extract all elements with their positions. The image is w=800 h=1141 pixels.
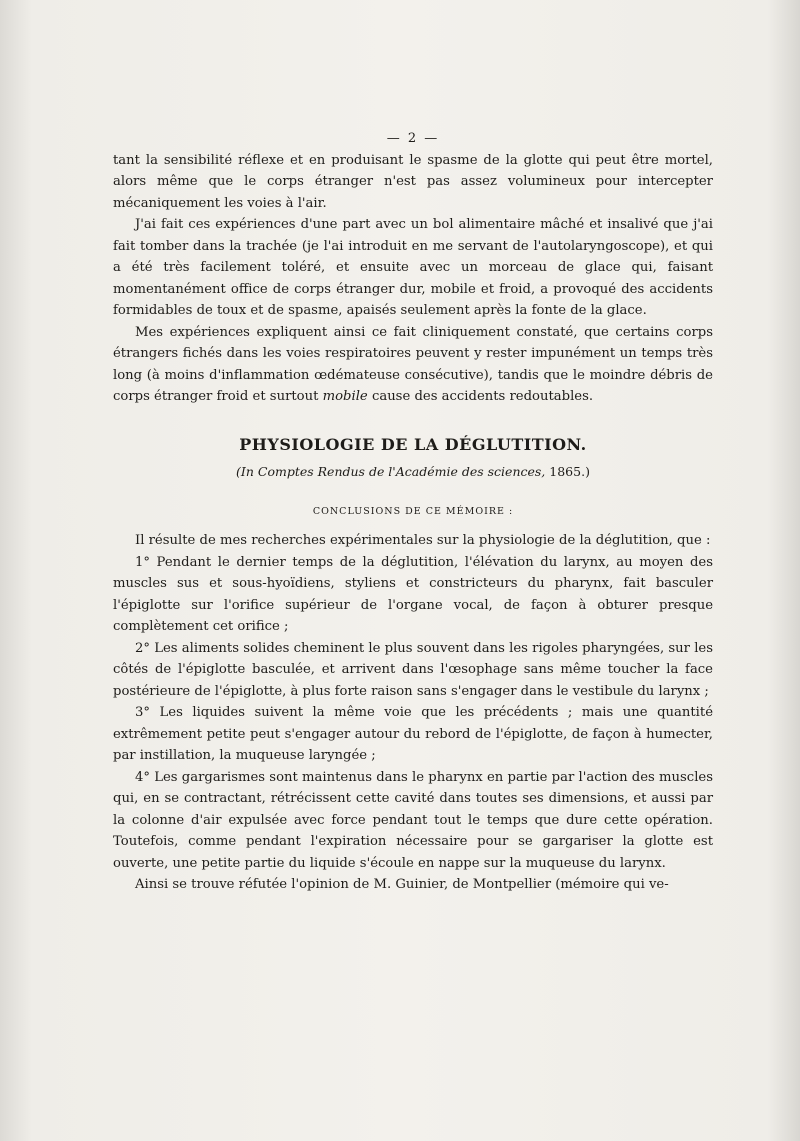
conclusions-heading: CONCLUSIONS DE CE MÉMOIRE : — [312, 505, 514, 517]
source-year: 1865.) — [549, 464, 590, 479]
source-journal: (In Comptes Rendus de l'Académie des sciences, — [236, 464, 546, 479]
final-paragraph: Ainsi se trouve réfutée l'opinion de M. Guinier, de Montpellier (mémoire qui ve- — [135, 877, 669, 892]
paragraph-3-end: cause des accidents redoutables. — [367, 389, 594, 404]
emphasis-mobile: mobile — [322, 389, 368, 404]
intro-sentence: Il résulte de mes recherches expérimentales sur la physiologie de la déglutition, que : — [135, 533, 711, 548]
conclusion-4: 4° Les gargarismes sont maintenus dans le pharynx en partie par l'action des muscles qui, en se contractant, rétrécissent cette cavité dans toutes ses dimensions, et aussi par la colonne d'air expulsée avec force pendant tout le temps que dure cette opération. Toutefois, comme pendant l'expiration nécessaire pour se gargariser la glotte est ouverte, une petite partie du liquide s'écoule en nappe sur la muqueuse du larynx. — [113, 769, 713, 871]
conclusion-2: 2° Les aliments solides cheminent le plus souvent dans les rigoles pharyngées, sur les côtés de l'épiglotte basculée, et arrivent dans l'œsophage sans même toucher la face postérieure de l'épiglotte, à plus forte raison sans s'engager dans le vestibule du larynx ; — [113, 640, 713, 699]
section-title: PHYSIOLOGIE DE LA DÉGLUTITION. — [239, 434, 587, 454]
paragraph-3 — [113, 322, 713, 408]
conclusion-1: 1° Pendant le dernier temps de la déglutition, l'élévation du larynx, au moyen des muscles sus et sous-hyoïdiens, styliens et constricteurs du pharynx, fait basculer l'épiglotte sur l'orifice supérieur de l'organe vocal, de façon à obturer presque complètement cet orifice ; — [113, 554, 713, 634]
conclusion-3: 3° Les liquides suivent la même voie que les précédents ; mais une quantité extrêmement petite peut s'engager autour du rebord de l'épiglotte, de façon à humecter, par instillation, la muqueuse laryngée ; — [113, 705, 713, 763]
page-number: — 2 — — [386, 131, 440, 146]
paragraph-2: J'ai fait ces expériences d'une part avec un bol alimentaire mâché et insalivé que j'ai fait tomber dans la trachée (je l'ai introduit en me servant de l'autolaryngoscope), et qui a été très facilement toléré, et ensuite avec un morceau de glace qui, faisant momentanément office de corps étranger dur, mobile et froid, a provoqué des accidents formidables de toux et de spasme, apaisés seulement après la fonte de la glace. — [113, 217, 713, 318]
paragraph-1: tant la sensibilité réflexe et en produisant le spasme de la glotte qui peut être mortel, alors même que le corps étranger n'est pas assez volumineux pour intercepter mécaniquement les voies à l'air. — [113, 152, 713, 211]
paragraph-3-start: Mes expériences expliquent ainsi ce fait cliniquement constaté, que certains corps étrangers fichés dans les voies respiratoires peuvent y rester impunément un temps très long (à moins d'inflammation œdémateuse consécutive), tandis que le moindre débris de corps étranger froid et surtout — [113, 324, 713, 404]
page-text — [113, 128, 713, 896]
source-citation — [113, 461, 713, 483]
